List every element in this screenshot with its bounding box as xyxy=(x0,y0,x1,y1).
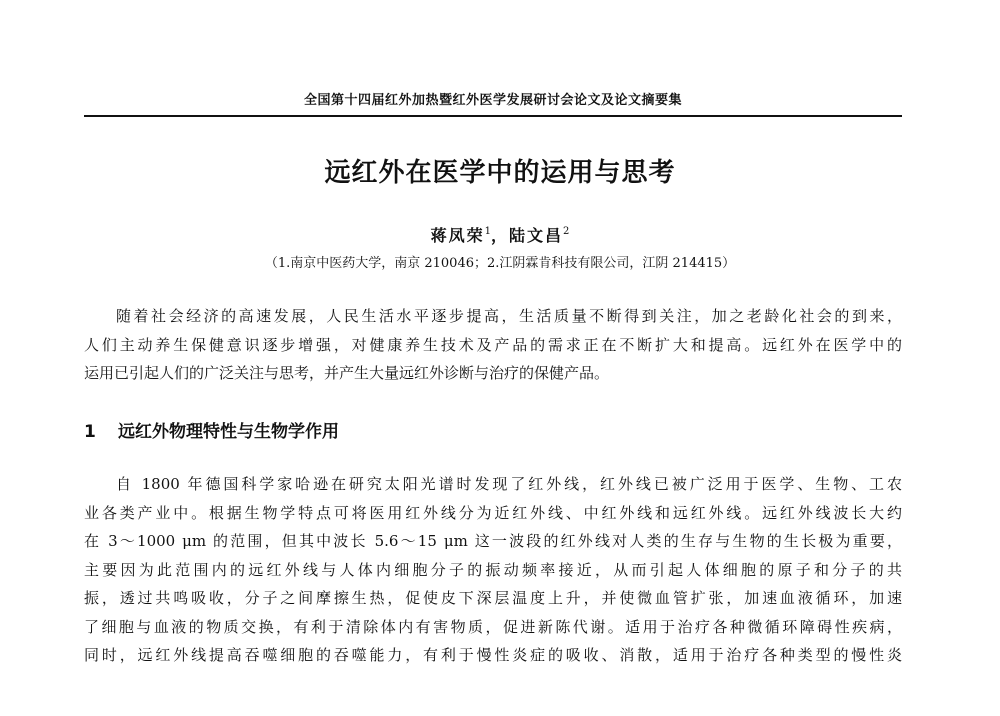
author-affiliation-mark: 1 xyxy=(484,226,491,237)
author-separator: ， xyxy=(490,226,509,245)
paragraph-line: 同时，远红外线提高吞噬细胞的吞噬能力，有利于慢性炎症的吸收、消散，适用于治疗各种类型的慢性炎 xyxy=(84,646,902,664)
paragraph-line: 主要因为此范围内的远红外线与人体内细胞分子的振动频率接近，从而引起人体细胞的原子和分子的共 xyxy=(84,560,902,579)
paragraph-line: 业各类产业中。根据生物学特点可将医用红外线分为近红外线、中红外线和远红外线。远红外线波长大约 xyxy=(84,503,902,522)
paragraph-line: 自 1800 年德国科学家哈逊在研究太阳光谱时发现了红外线，红外线已被广泛用于医学、生物、工农 xyxy=(116,475,902,493)
section-paragraph xyxy=(84,470,902,670)
paragraph-line: 在 3～1000 μm 的范围，但其中波长 5.6～15 μm 这一波段的红外线对人类的生存与生物的生长极为重要， xyxy=(84,532,902,550)
section-heading xyxy=(84,420,339,444)
header-rule xyxy=(84,115,902,117)
paragraph-line: 随着社会经济的高速发展，人民生活水平逐步提高，生活质量不断得到关注，加之老龄化社会的到来， xyxy=(116,307,902,325)
paragraph-line: 振，透过共鸣吸收，分子之间摩擦生热，促使皮下深层温度上升，并使微血管扩张，加速血液循环，加速 xyxy=(84,589,902,607)
paragraph-line: 了细胞与血液的物质交换，有利于清除体内有害物质，促进新陈代谢。适用于治疗各种微循环障碍性疾病， xyxy=(84,617,902,636)
section-title: 远红外物理特性与生物学作用 xyxy=(118,422,339,442)
affiliation-line: （1.南京中医药大学，南京 210046；2.江阴霖肯科技有限公司，江阴 214415） xyxy=(264,256,736,271)
author-line xyxy=(0,221,1000,247)
paragraph-line: 人们主动养生保健意识逐步增强，对健康养生技术及产品的需求正在不断扩大和提高。远红外在医学中的 xyxy=(84,335,902,354)
running-header: 全国第十四届红外加热暨红外医学发展研讨会论文及论文摘要集 xyxy=(303,93,682,108)
paragraph-line: 运用已引起人们的广泛关注与思考，并产生大量远红外诊断与治疗的保健产品。 xyxy=(84,364,610,382)
intro-paragraph xyxy=(84,302,902,388)
author-name: 蒋凤荣 xyxy=(430,226,485,245)
author-affiliation-mark: 2 xyxy=(563,226,570,237)
article-title: 远红外在医学中的运用与思考 xyxy=(324,158,676,188)
author-name: 陆文昌 xyxy=(509,226,564,245)
section-number: 1 xyxy=(84,422,96,442)
